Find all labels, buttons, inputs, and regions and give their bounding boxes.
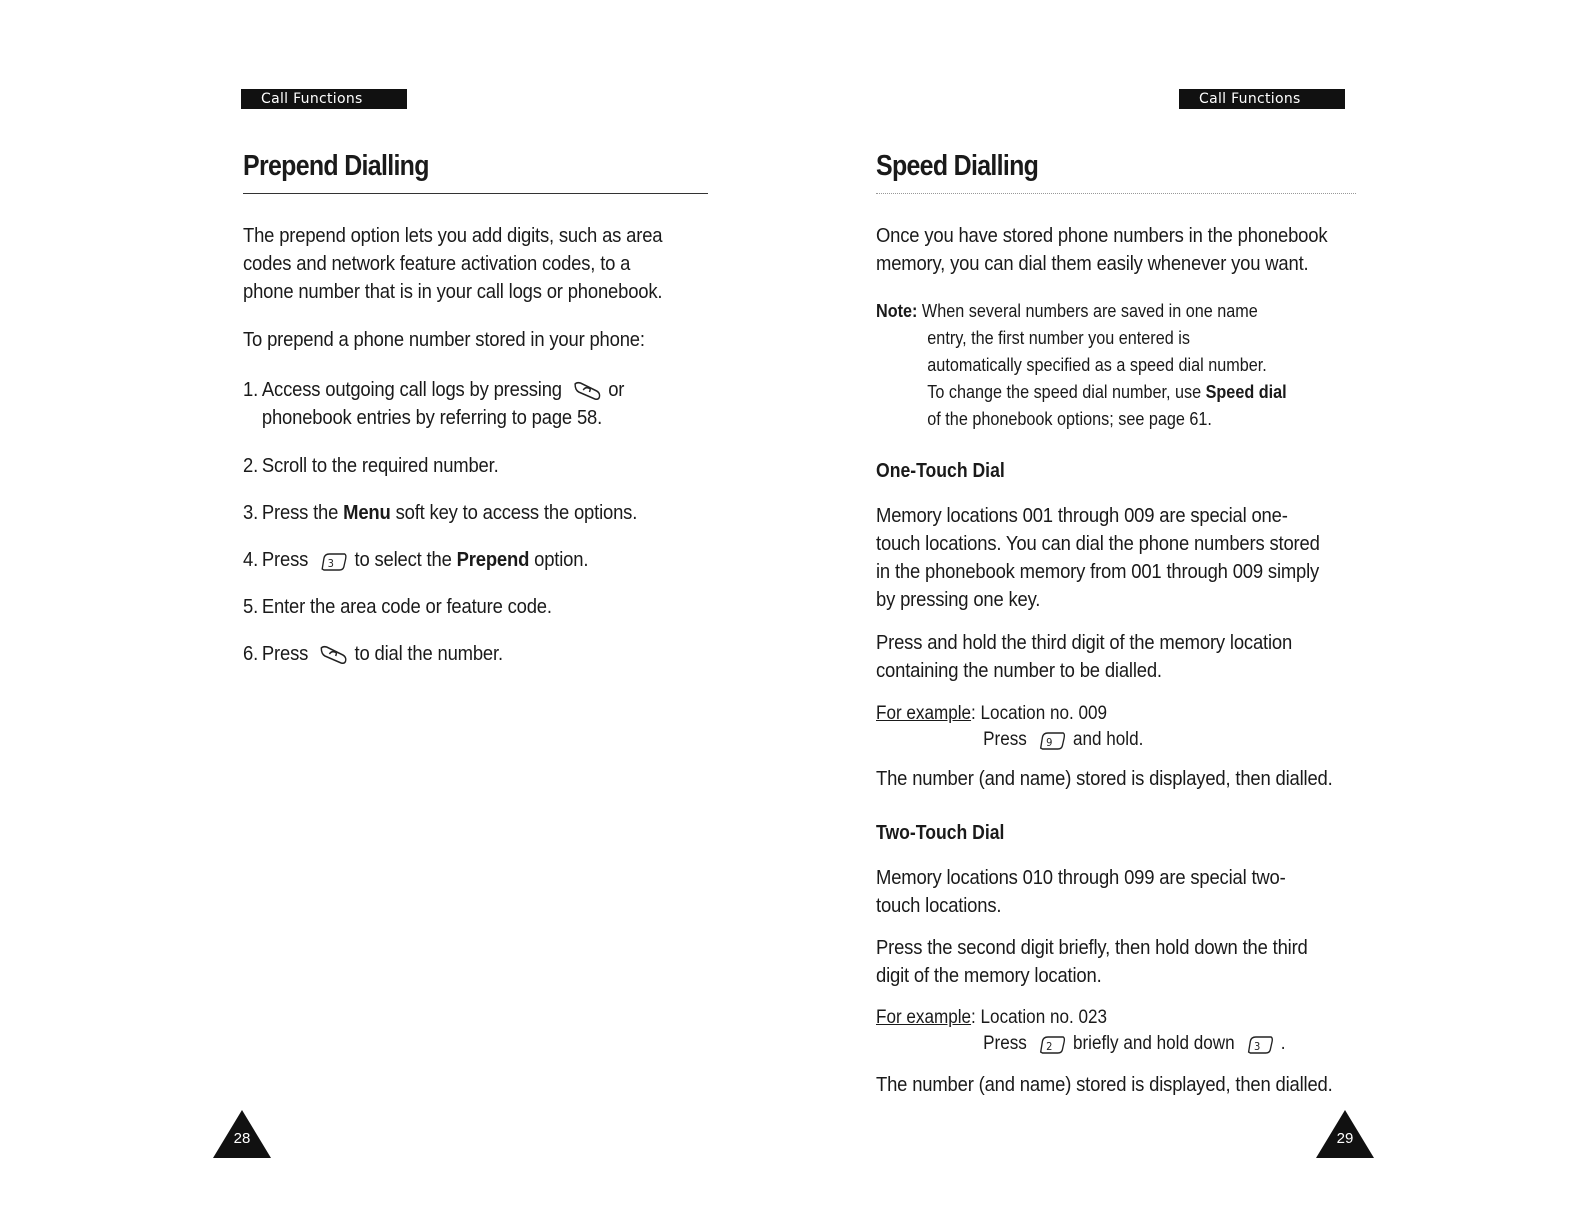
list-item: 1. Access outgoing call logs by pressing or phonebook entries by referring to page 58. bbox=[243, 378, 625, 429]
left-page bbox=[233, 0, 713, 1223]
section-tag: Call Functions bbox=[241, 89, 407, 109]
one-touch-heading: One-Touch Dial bbox=[876, 460, 1005, 482]
list-item: 4. Press 3 to select the Prepend option. bbox=[243, 548, 589, 571]
intro-paragraph: Once you have stored phone numbers in the phonebook memory, you can dial them easily whenever you want. bbox=[876, 224, 1328, 275]
svg-text:2: 2 bbox=[1045, 1040, 1053, 1054]
list-item: 5. Enter the area code or feature code. bbox=[243, 595, 552, 618]
page-number-left: 28 bbox=[213, 1110, 271, 1158]
page-title: Speed Dialling bbox=[876, 150, 1039, 182]
svg-text:9: 9 bbox=[1045, 736, 1053, 750]
section-tag: Call Functions bbox=[1179, 89, 1345, 109]
one-touch-result: The number (and name) stored is displayed, then dialled. bbox=[876, 767, 1333, 790]
one-touch-paragraph: Memory locations 001 through 009 are special one- touch locations. You can dial the phone numbers stored in the phonebook memory from 001 through 009 simply by pressing one key. bbox=[876, 504, 1320, 611]
send-key-icon bbox=[572, 380, 603, 402]
list-item: 3. Press the Menu soft key to access the options. bbox=[243, 501, 638, 524]
key-2-icon bbox=[1037, 1033, 1068, 1055]
svg-text:3: 3 bbox=[327, 557, 334, 570]
key-3-icon bbox=[319, 550, 350, 572]
key-9-icon bbox=[1037, 729, 1068, 751]
note-block: Note: When several numbers are saved in one name entry, the first number you entered is automatically specified as a speed dial number. To change the speed dial number, use Speed dial of the phonebook options; see page 61. bbox=[876, 301, 1287, 429]
svg-text:3: 3 bbox=[1253, 1040, 1261, 1054]
two-touch-instruction: Press the second digit briefly, then hold down the third digit of the memory location. bbox=[876, 936, 1308, 987]
two-touch-example: For example: Location no. 023 Press 2 briefly and hold down 3 . bbox=[876, 1007, 1286, 1054]
page-title: Prepend Dialling bbox=[243, 150, 429, 182]
page-number-right: 29 bbox=[1316, 1110, 1374, 1158]
intro-paragraph: The prepend option lets you add digits, such as area codes and network feature activation codes, to a phone number that is in your call logs or phonebook. bbox=[243, 224, 663, 303]
right-page bbox=[876, 0, 1356, 1223]
two-touch-heading: Two-Touch Dial bbox=[876, 822, 1005, 844]
list-item: 6. Press to dial the number. bbox=[243, 642, 503, 665]
two-touch-paragraph: Memory locations 010 through 099 are special two- touch locations. bbox=[876, 866, 1286, 917]
key-3-icon bbox=[1245, 1033, 1276, 1055]
title-rule bbox=[876, 193, 1356, 194]
lead-text: To prepend a phone number stored in your phone: bbox=[243, 328, 645, 351]
one-touch-example: For example: Location no. 009 Press 9 and hold. bbox=[876, 703, 1144, 750]
one-touch-instruction: Press and hold the third digit of the memory location containing the number to be dialled. bbox=[876, 631, 1293, 682]
title-rule bbox=[243, 193, 708, 194]
send-key-icon bbox=[319, 644, 350, 666]
two-touch-result: The number (and name) stored is displayed, then dialled. bbox=[876, 1073, 1333, 1096]
list-item: 2. Scroll to the required number. bbox=[243, 454, 499, 477]
